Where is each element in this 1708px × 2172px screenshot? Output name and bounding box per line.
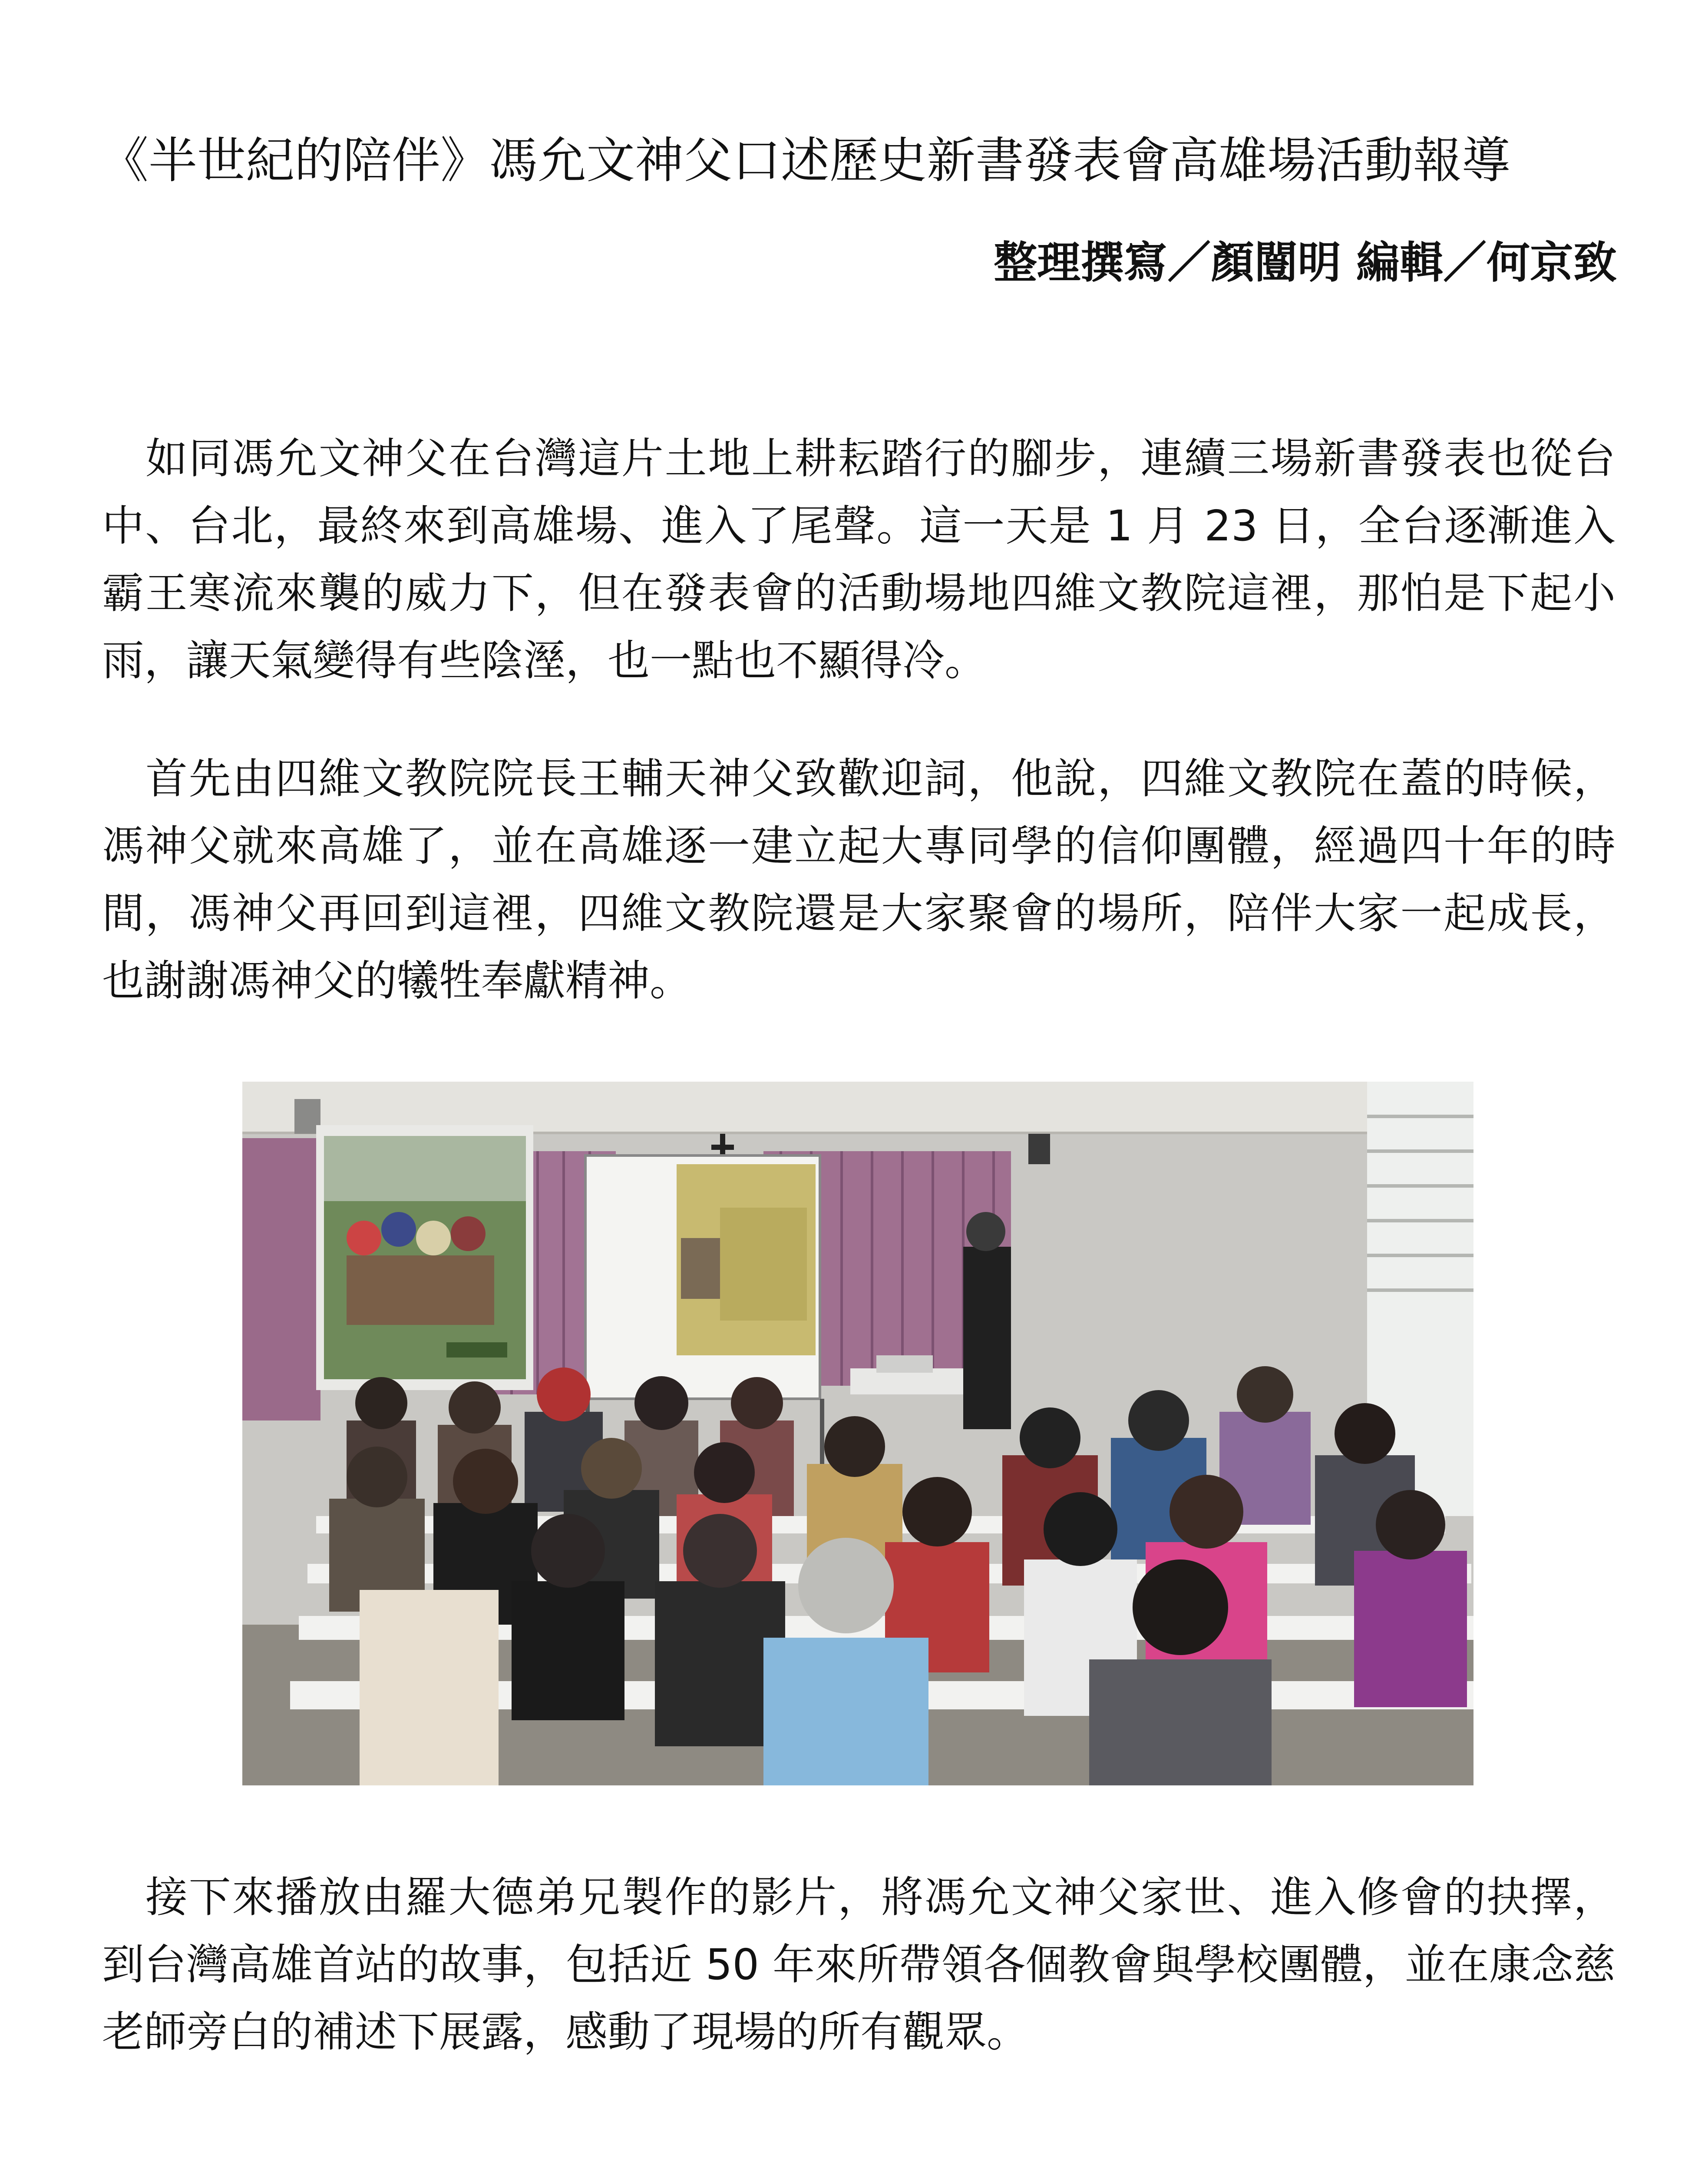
paragraph-3: 接下來播放由羅大德弟兄製作的影片，將馮允文神父家世、進入修會的抉擇，到台灣高雄首站的故事，包括近 50 年來所帶領各個教會與學校團體，並在康念慈老師旁白的補述下展露，感動了現場的所有觀眾。 xyxy=(102,1873,1615,2056)
paragraph-1: 如同馮允文神父在台灣這片土地上耕耘踏行的腳步，連續三場新書發表也從台中、台北，最終來到高雄場、進入了尾聲。這一天是 1 月 23 日，全台逐漸進入霸王寒流來襲的威力下，但在發表會的活動場地四維文教院這裡，那怕是下起小雨，讓天氣變得有些陰溼，也一點也不顯得冷。 xyxy=(102,434,1615,685)
byline: 整理撰寫／顏闓明 編輯／何京致 xyxy=(994,237,1617,288)
event-photo xyxy=(242,1082,1473,1785)
page-title: 《半世紀的陪伴》馮允文神父口述歷史新書發表會高雄場活動報導 xyxy=(100,132,1510,189)
paragraph-2: 首先由四維文教院院長王輔天神父致歡迎詞，他說，四維文教院在蓋的時候，馮神父就來高雄了，並在高雄逐一建立起大專同學的信仰團體，經過四十年的時間，馮神父再回到這裡，四維文教院還是大家聚會的場所，陪伴大家一起成長，也謝謝馮神父的犧牲奉獻精神。 xyxy=(102,754,1615,1005)
